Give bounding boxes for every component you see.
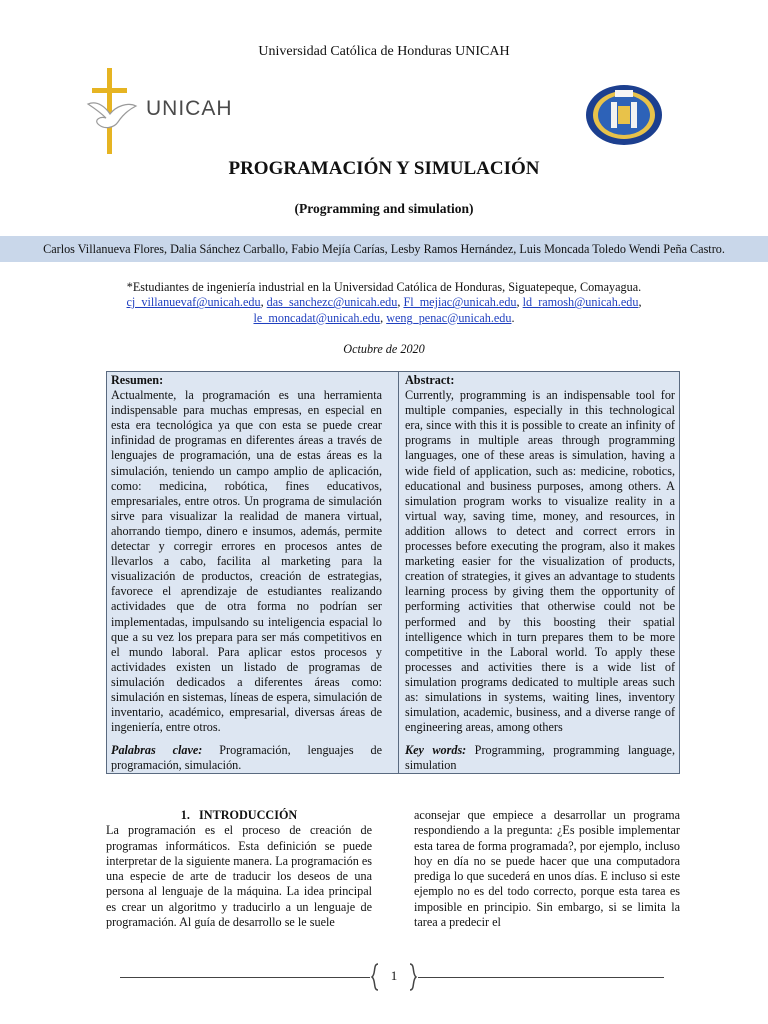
email-link[interactable]: Fl_mejiac@unicah.edu [403, 295, 517, 310]
paper-title: PROGRAMACIÓN Y SIMULACIÓN [228, 158, 540, 179]
keywords-text: Programming, programming language, simulation [405, 743, 676, 773]
email-line-2: le_moncadat@unicah.edu, weng_penac@unicah.edu. [253, 310, 515, 325]
keywords-label: Palabras clave: [111, 743, 203, 758]
cross-dove-icon [80, 66, 140, 156]
email-line-1: cj_villanuevaf@unicah.edu, das_sanchezc@unicah.edu, Fl_mejiac@unicah.edu, ld_ramosh@unicah.edu, [126, 295, 642, 310]
affiliation-text: *Estudiantes de ingeniería industrial en la Universidad Católica de Honduras, Siguatepeque, Comayagua. [126, 280, 642, 294]
keywords-text: Programación, lenguajes de programación, simulación. [111, 743, 382, 773]
footer-rule [418, 977, 664, 978]
section-heading: 1. INTRODUCCIÓN [180, 808, 298, 822]
university-header: Universidad Católica de Honduras UNICAH [258, 44, 510, 59]
publication-date: Octubre de 2020 [343, 342, 425, 356]
email-link[interactable]: das_sanchezc@unicah.edu [266, 295, 398, 310]
university-seal-icon [585, 84, 663, 146]
email-link[interactable]: le_moncadat@unicah.edu [253, 310, 381, 325]
logo-text: UNICAH [146, 97, 233, 120]
body-column-right [414, 808, 680, 930]
resumen-keywords [111, 743, 382, 773]
page-number: 1 [390, 968, 398, 983]
body-text: aconsejar que empiece a desarrollar un programa respondiendo a la pregunta: ¿Es posible implementar esta tarea de forma programada?, por ejemplo, incluso hoy en día no se puede hacer que una computadora prediga lo que sucederá en unos días. E incluso si este ejemplo no es del todo correcto, porque esta tarea es imposible en principio. Sin embargo, si se limita la tarea a predecir el [414, 808, 680, 930]
abstract-keywords [405, 743, 675, 773]
resumen-column [111, 373, 382, 773]
abstract-divider [398, 371, 399, 774]
email-link[interactable]: weng_penac@unicah.edu [386, 310, 512, 325]
affiliation-block [0, 280, 768, 326]
resumen-text: Actualmente, la programación es una herramienta indispensable para muchas empresas, en especial en esta era tecnológica ya que con esta se puede crear infinidad de programas en diferentes áreas a través de lenguajes de programación, una de estas áreas es la simulación, teniendo un campo amplio de aplicación, como: medicina, robótica, fines educativos, empresariales, entre otros. Un programa de simulación sirve para visualizar la realidad de manera virtual, ahorrando tiempo, dinero e insumos, además, permite detectar y corregir errores en procesos antes de llevarlos a cabo, facilita al marketing para la visualización de productos, creación de estrategias, favorece el aprendizaje de estudiantes realizando actividades que de otra forma no podrían ser implementadas, impulsando su inteligencia espacial lo que a su vez los prepara para ser más competitivos en el mundo laboral. Para aplicar estos procesos y actividades existen un listado de programas de simulación dedicados a diferentes áreas como: simulación en sistemas, líneas de espera, simulación de inventario, académico, empresarial, diversas áreas de ingeniería, entre otros. [111, 388, 382, 735]
body-column-left [106, 808, 372, 930]
authors-line: Carlos Villanueva Flores, Dalia Sánchez Carballo, Fabio Mejía Carías, Lesby Ramos Hernández, Luis Moncada Toledo Wendi Peña Castro. [0, 236, 768, 262]
resumen-heading: Resumen: [111, 373, 164, 387]
abstract-text: Currently, programming is an indispensable tool for multiple companies, especially in this technological era, since with this it is possible to create an infinity of programs in multiple areas through programming languages, one of these areas is simulation, having a wide field of application, such as: medicine, robotics, educational and business purposes, among others. A simulation program works to visualize reality in a virtual way, saving time, money, and resources, in addition allows to detect and correct errors in processes before executing the program, also it makes marketing easier for the visualization of products, creation of strategies, it gives an advantage to students learning process by giving them the opportunity of performing activities that otherwise could not be performed and by this boosting their spatial intelligence which in turn prepares them to be more competitive in the Laboral world. To apply these processes and activities there is a wide list of simulation programs dedicated to multiple areas such as: simulations in systems, waiting lines, inventory simulation, academic, business, and a diverse range of engineering areas, among others [405, 388, 675, 735]
paper-subtitle: (Programming and simulation) [294, 201, 474, 216]
email-link[interactable]: cj_villanuevaf@unicah.edu [126, 295, 261, 310]
body-text: La programación es el proceso de creación de programas informáticos. Esta definición se puede interpretar de la siguiente manera. La programación es una especie de arte de traducir los deseos de una persona al lenguaje de la máquina. La idea principal es crear un algoritmo y traducirlo a un lenguaje de programación. Al guía de desarrollo se le suele [106, 823, 372, 930]
email-link[interactable]: ld_ramosh@unicah.edu [522, 295, 639, 310]
abstract-column [405, 373, 675, 773]
keywords-label: Key words: [405, 743, 467, 758]
abstract-heading: Abstract: [405, 373, 455, 387]
footer-rule [120, 977, 370, 978]
